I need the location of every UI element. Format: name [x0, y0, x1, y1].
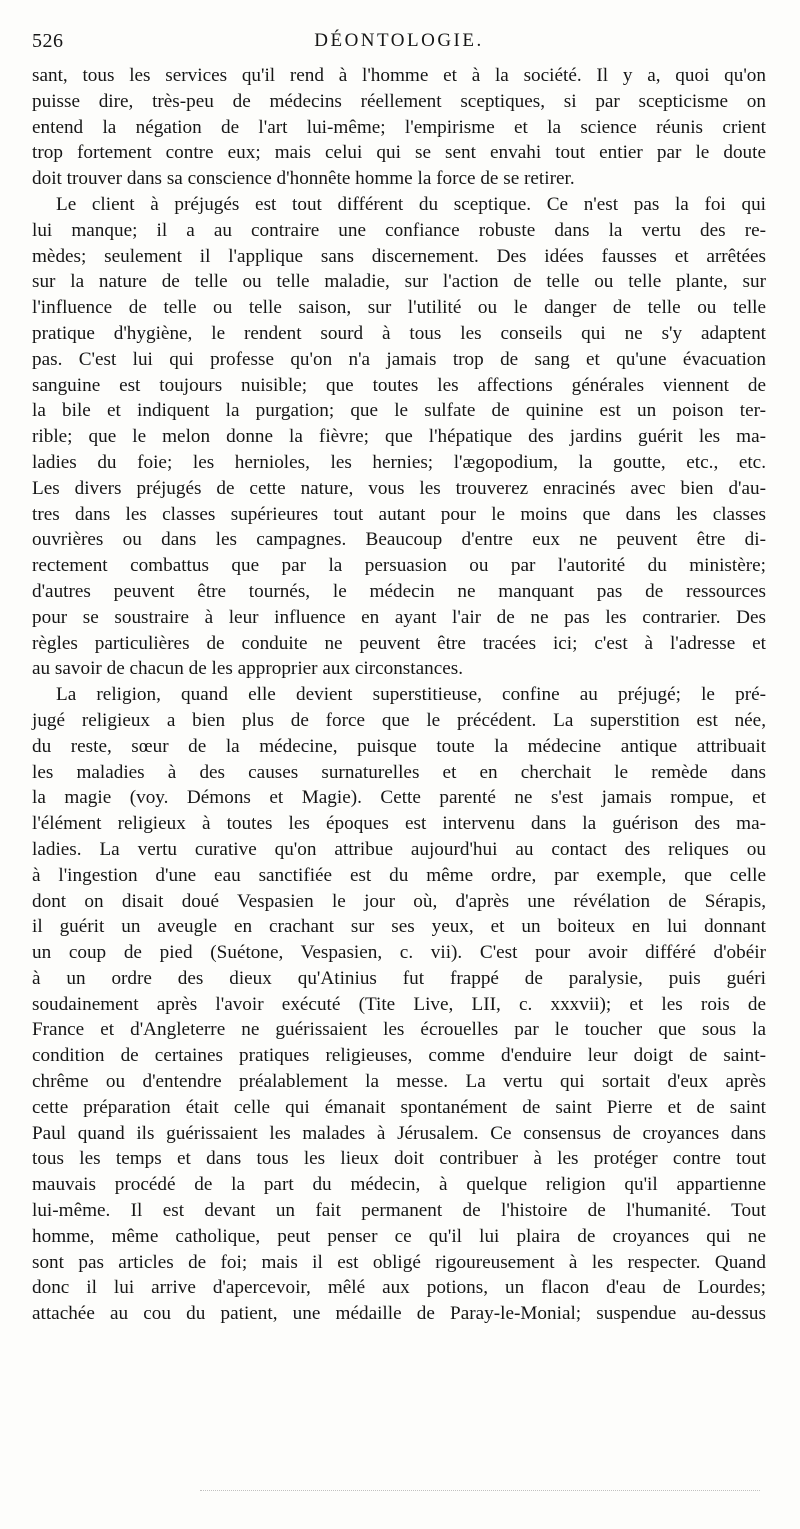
text-line: soudainement après l'avoir exécuté (Tite Live, LII, c. xxxvii); et les rois de: [32, 993, 766, 1015]
text-line: sanguine est toujours nuisible; que toutes les affections générales viennent de: [32, 374, 766, 396]
text-line: cette préparation était celle qui émanait spontanément de saint Pierre et de saint: [32, 1096, 766, 1118]
text-line: lui manque; il a au contraire une confiance robuste dans la vertu des re-: [32, 219, 766, 241]
text-line: d'autres peuvent être tournés, le médecin ne manquant pas de ressources: [32, 580, 766, 602]
body-text: [32, 63, 766, 1327]
text-line: tres dans les classes supérieures tout autant pour le moins que dans les classes: [32, 503, 766, 525]
text-line: pour se soustraire à leur influence en ayant l'air de ne pas les contrarier. Des: [32, 606, 766, 628]
text-line: donc il lui arrive d'apercevoir, mêlé aux potions, un flacon d'eau de Lourdes;: [32, 1277, 766, 1299]
text-line: lui-même. Il est devant un fait permanent de l'histoire de l'humanité. Tout: [32, 1200, 766, 1222]
text-line: mauvais procédé de la part du médecin, à quelque religion qu'il appartienne: [32, 1174, 766, 1196]
text-line: la magie (voy. Démons et Magie). Cette parenté ne s'est jamais rompue, et: [32, 787, 766, 809]
text-line: rectement combattus que par la persuasion ou par l'autorité du ministère;: [32, 555, 766, 577]
text-line: du reste, sœur de la médecine, puisque toute la médecine antique attribuait: [32, 735, 766, 757]
text-line: la bile et indiquent la purgation; que le sulfate de quinine est un poison ter-: [32, 400, 766, 422]
text-line: Les divers préjugés de cette nature, vous les trouverez enracinés avec bien d'au-: [32, 477, 766, 499]
text-line: trop fortement contre eux; mais celui qui se sent envahi tout entier par le doute: [32, 142, 766, 164]
text-line: pratique d'hygiène, le rendent sourd à tous les conseils qui ne s'y adaptent: [32, 322, 766, 344]
text-line: l'influence de telle ou telle saison, sur l'utilité ou le danger de telle ou telle: [32, 297, 766, 319]
text-line: sant, tous les services qu'il rend à l'homme et à la société. Il y a, quoi qu'on: [32, 65, 766, 86]
text-line: Paul quand ils guérissaient les malades à Jérusalem. Ce consensus de croyances dans: [32, 1122, 766, 1144]
text-line: à l'ingestion d'une eau sanctifiée est du même ordre, par exemple, que celle: [32, 864, 766, 886]
footer-dotted-rule: [200, 1490, 760, 1493]
text-line: pas. C'est lui qui professe qu'on n'a jamais trop de sang et qu'une évacuation: [32, 348, 766, 370]
page-header: [32, 30, 766, 62]
text-line: ouvrières ou dans les campagnes. Beaucoup d'entre eux ne peuvent être di-: [32, 529, 766, 551]
text-line: Le client à préjugés est tout différent du sceptique. Ce n'est pas la foi qui: [56, 193, 766, 215]
text-line: sur la nature de telle ou telle maladie, sur l'action de telle ou telle plante, sur: [32, 271, 766, 293]
text-line: doit trouver dans sa conscience d'honnête homme la force de se retirer.: [32, 168, 575, 190]
text-line: condition de certaines pratiques religieuses, comme d'enduire leur doigt de saint-: [32, 1045, 766, 1067]
running-head: DÉONTOLOGIE.: [314, 30, 484, 51]
text-line: entend la négation de l'art lui-même; l'empirisme et la science réunis crient: [32, 116, 766, 138]
text-line: jugé religieux a bien plus de force que le précédent. La superstition est née,: [32, 709, 766, 731]
text-line: ladies du foie; les hernioles, les hernies; l'ægopodium, la goutte, etc., etc.: [32, 451, 766, 473]
text-line: rible; que le melon donne la fièvre; que l'hépatique des jardins guérit les ma-: [32, 426, 766, 448]
text-line: à un ordre des dieux qu'Atinius fut frappé de paralysie, puis guéri: [32, 967, 766, 989]
text-line: puisse dire, très-peu de médecins réellement sceptiques, si par scepticisme on: [32, 90, 766, 112]
page-number: 526: [32, 30, 64, 52]
text-line: au savoir de chacun de les approprier aux circonstances.: [32, 658, 463, 680]
text-line: un coup de pied (Suétone, Vespasien, c. vii). C'est pour avoir différé d'obéir: [32, 942, 766, 964]
text-line: La religion, quand elle devient superstitieuse, confine au préjugé; le pré-: [56, 684, 766, 706]
text-line: dont on disait doué Vespasien le jour où, d'après une révélation de Sérapis,: [32, 890, 766, 912]
text-line: chrême ou d'entendre préalablement la messe. La vertu qui sortait d'eux après: [32, 1071, 766, 1093]
text-line: mèdes; seulement il l'applique sans discernement. Des idées fausses et arrêtées: [32, 245, 766, 267]
text-line: ladies. La vertu curative qu'on attribue aujourd'hui au contact des reliques ou: [32, 838, 766, 860]
text-line: France et d'Angleterre ne guérissaient les écrouelles par le toucher que sous la: [32, 1019, 766, 1041]
text-line: il guérit un aveugle en crachant sur ses yeux, et un boiteux en lui donnant: [32, 916, 766, 938]
text-line: tous les temps et dans tous les lieux doit contribuer à les protéger contre tout: [32, 1148, 766, 1170]
text-line: homme, même catholique, peut penser ce qu'il lui plaira de croyances qui ne: [32, 1225, 766, 1247]
text-line: l'élément religieux à toutes les époques est intervenu dans la guérison des ma-: [32, 813, 766, 835]
text-line: attachée au cou du patient, une médaille de Paray-le-Monial; suspendue au-dessus: [32, 1303, 766, 1325]
text-line: règles particulières de conduite ne peuvent être tracées ici; c'est à l'adresse et: [32, 632, 766, 654]
text-line: sont pas articles de foi; mais il est obligé rigoureusement à les respecter. Quand: [32, 1251, 766, 1273]
text-line: les maladies à des causes surnaturelles et en cherchait le remède dans: [32, 761, 766, 783]
